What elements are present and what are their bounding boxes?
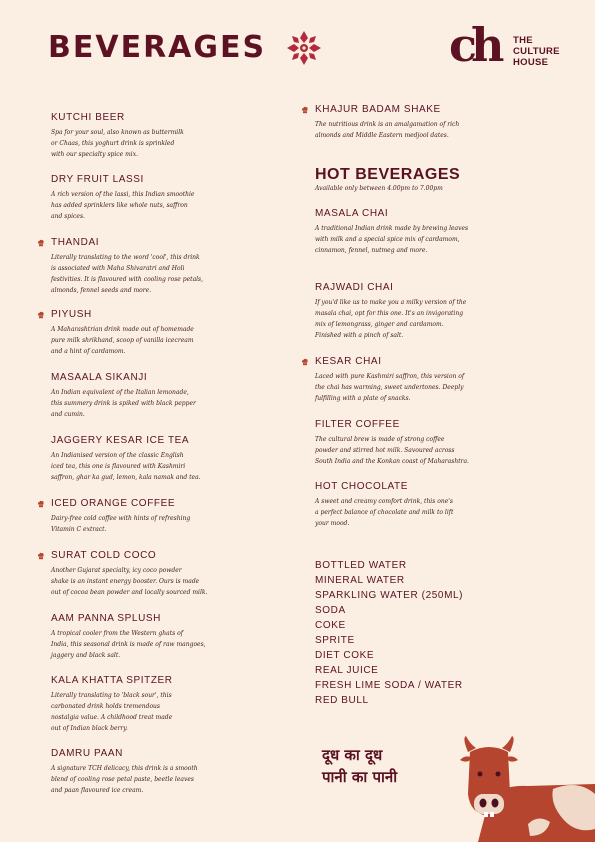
desc-line: nostalgia value. A childhood treat made [51,714,173,721]
item-description [51,324,216,357]
desc-line: Another Gujarat specialty, icy coco powder [51,567,182,574]
list-item: COKE [315,620,346,631]
menu-item [51,372,216,420]
menu-item [51,309,216,357]
logo-mark: ch [449,18,499,72]
desc-line: powder and stirred hot milk. Savoured across [315,447,455,454]
item-description [51,387,216,420]
item-name: FILTER COFFEE [315,419,400,430]
item-name: KUTCHI BEER [51,112,125,123]
item-name: HOT CHOCOLATE [315,481,408,492]
desc-line: An Indian equivalent of the Italian lemonade, [51,389,189,396]
item-description [315,371,490,404]
desc-line: A rich version of the lassi, this Indian smoothie [51,191,195,198]
item-description [51,513,216,535]
list-item: SPRITE [315,635,355,646]
item-description [51,628,216,661]
menu-item [315,282,490,341]
list-item: REAL JUICE [315,665,379,676]
item-name: KESAR CHAI [315,356,382,367]
menu-item [315,104,490,141]
logo-text [513,35,560,68]
desc-line: and cumin. [51,411,85,418]
menu-item [51,675,216,734]
chef-hat-icon [301,358,309,366]
desc-line: The cultural brew is made of strong coffee [315,436,445,443]
item-description [51,450,216,483]
desc-line: blend of cooling rose petal paste, beetle leaves [51,776,194,783]
chef-hat-icon [37,239,45,247]
chef-hat-icon [37,552,45,560]
desc-line: Spa for your soul, also known as buttermilk [51,129,184,136]
desc-line: the chai has warming, sweet undertones. Deeply [315,384,464,391]
item-description [315,434,490,467]
desc-line: shake is an instant energy booster. Ours is made [51,578,200,585]
desc-line: almonds, fennel seeds and more. [51,287,152,294]
list-item: RED BULL [315,695,369,706]
menu-item [51,550,216,598]
item-name: DAMRU PAAN [51,748,123,759]
list-item: MINERAL WATER [315,575,405,586]
item-name: SURAT COLD COCO [51,550,157,561]
menu-item [51,174,216,222]
desc-line: pure milk shrikhand, scoop of vanilla icecream [51,337,194,344]
menu-item [51,112,216,160]
item-name: MASALA CHAI [315,208,389,219]
item-name: MASAALA SIKANJI [51,372,148,383]
item-description [315,119,490,141]
brand-logo [449,20,569,74]
desc-line: festivities. It is flavoured with cooling rose petals, [51,276,204,283]
menu-item [51,613,216,661]
chef-hat-icon [301,106,309,114]
list-item: BOTTLED WATER [315,560,407,571]
item-description [315,297,490,341]
desc-line: masala chai, opt for this one. It's an invigorating [315,310,464,317]
desc-line: A Maharashtrian drink made out of homemade [51,326,194,333]
menu-item [51,748,216,796]
desc-line: South India and the Konkan coast of Maharashtra. [315,458,469,465]
desc-line: iced tea, this one is flavoured with Kashmiri [51,463,186,470]
item-description [51,565,216,598]
desc-line: Laced with pure Kashmiri saffron, this version of [315,373,465,380]
list-item: DIET COKE [315,650,375,661]
chef-hat-icon [37,311,45,319]
item-name: JAGGERY KESAR ICE TEA [51,435,190,446]
hindi-line: पानी का पानी [322,768,398,786]
desc-line: A signature TCH delicacy, this drink is a smooth [51,765,198,772]
item-description [51,252,216,296]
item-name: DRY FRUIT LASSI [51,174,144,185]
desc-line: saffron, ghar ka gud, lemon, kala namak and tea. [51,474,201,481]
menu-item [315,208,490,256]
item-name: THANDAI [51,237,100,248]
desc-line: with milk and a special spice mix of cardamom, [315,236,460,243]
item-name: RAJWADI CHAI [315,282,394,293]
plain-drinks-list [315,558,463,708]
list-item: FRESH LIME SODA / WATER [315,680,463,691]
desc-line: and spices. [51,213,85,220]
desc-line: The nutritious drink is an amalgamation of rich [315,121,460,128]
desc-line: out of cocoa bean powder and locally sourced milk. [51,589,208,596]
chef-hat-icon [37,500,45,508]
desc-line: Finished with a pinch of salt. [315,332,404,339]
desc-line: almonds and Middle Eastern medjool dates. [315,132,449,139]
desc-line: your mood. [315,520,350,527]
item-name: PIYUSH [51,309,92,320]
desc-line: jaggery and black salt. [51,652,121,659]
flower-ornament-icon [286,30,322,66]
desc-line: and a hint of cardamom. [51,348,126,355]
section-subtitle: Available only between 4.00pm to 7.00pm [315,185,443,192]
section-title: HOT BEVERAGES [315,166,461,183]
desc-line: is associated with Maha Shivaratri and Holi [51,265,185,272]
desc-line: with our specialty spice mix. [51,151,138,158]
item-description [51,127,216,160]
item-name: AAM PANNA SPLUSH [51,613,162,624]
desc-line: fulfilling with a plate of snacks. [315,395,411,402]
desc-line: A sweet and creamy comfort drink, this one's [315,498,453,505]
logo-line: HOUSE [513,57,549,68]
list-item: SODA [315,605,346,616]
desc-line: carbonated drink holds tremendous [51,703,160,710]
menu-item [315,356,490,404]
page-title: BEVERAGES [48,30,267,65]
desc-line: out of Indian black berry. [51,725,128,732]
logo-line: THE [513,35,533,46]
desc-line: and paan flavoured ice cream. [51,787,144,794]
logo-line: CULTURE [513,46,560,57]
desc-line: Literally translating to the word 'cool', this drink [51,254,200,261]
item-name: KALA KHATTA SPITZER [51,675,173,686]
desc-line: If you'd like us to make you a milky version of the [315,299,467,306]
desc-line: this summery drink is spiked with black pepper [51,400,196,407]
desc-line: cinnamon, fennel, nutmeg and more. [315,247,428,254]
desc-line: or Chaas, this yoghurt drink is sprinkled [51,140,175,147]
desc-line: a perfect balance of chocolate and milk to lift [315,509,454,516]
desc-line: India, this seasonal drink is made of raw mangoes, [51,641,206,648]
desc-line: Dairy-free cold coffee with hints of refreshing [51,515,191,522]
desc-line: Literally translating to 'black sour', this [51,692,172,699]
item-description [51,763,216,796]
desc-line: A traditional Indian drink made by brewing leaves [315,225,469,232]
menu-item [51,237,216,296]
desc-line: has added sprinklers like whole nuts, saffron [51,202,188,209]
list-item: SPARKLING WATER (250ML) [315,590,464,601]
desc-line: An Indianised version of the classic English [51,452,184,459]
desc-line: Vitamin C extract. [51,526,107,533]
menu-item [51,435,216,483]
item-description [315,223,490,256]
hindi-tagline [322,744,397,788]
menu-item [51,498,216,535]
hindi-line: दूध का दूध [322,746,383,764]
desc-line: mix of lemongrass, ginger and cardamom. [315,321,444,328]
item-description [315,496,490,529]
item-description [51,189,216,222]
item-name: KHAJUR BADAM SHAKE [315,104,441,115]
menu-item [315,419,490,467]
menu-item [315,481,490,529]
cow-illustration [458,734,595,842]
desc-line: A tropical cooler from the Western ghats of [51,630,183,637]
item-description [51,690,216,734]
item-name: ICED ORANGE COFFEE [51,498,176,509]
